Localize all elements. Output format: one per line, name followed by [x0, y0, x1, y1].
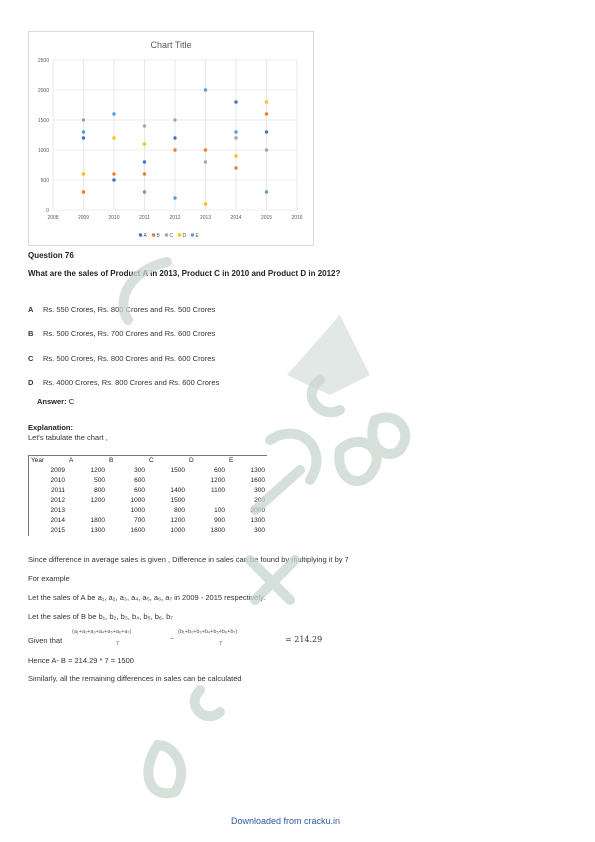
table-year-cell: 2012	[29, 496, 68, 506]
option-letter: C	[28, 354, 34, 363]
data-point-c	[265, 148, 268, 151]
table-cell	[67, 506, 107, 516]
x-tick-label: 2011	[139, 215, 150, 221]
table-cell: 1600	[130, 527, 145, 534]
option-d[interactable]	[28, 378, 219, 387]
table-row	[29, 496, 268, 506]
data-point-b	[82, 190, 85, 193]
table-cell: 300	[134, 467, 145, 474]
table-cell: 600	[214, 467, 225, 474]
option-text: Rs. 500 Crores, Rs. 700 Crores and Rs. 600 Crores	[43, 329, 216, 338]
data-point-b	[112, 172, 115, 175]
table-row	[29, 516, 268, 526]
option-b[interactable]	[28, 329, 215, 338]
legend-marker-a	[139, 233, 142, 236]
table-cell: 100	[214, 507, 225, 514]
table-cell: 700	[134, 517, 145, 524]
table-cell: 1600	[250, 477, 265, 484]
footer-link[interactable]: Downloaded from cracku.in	[231, 816, 341, 826]
x-tick-label: 2009	[77, 215, 90, 221]
table-year-cell: 2013	[29, 506, 68, 516]
data-point-b	[143, 172, 146, 175]
x-tick-label: 2013	[199, 215, 212, 221]
table-cell: 900	[214, 517, 225, 524]
table-year-cell: 2011	[29, 486, 68, 496]
explanation-line-2: For example	[28, 574, 70, 583]
explanation-title: Explanation:	[28, 423, 74, 432]
x-tick-label: 2016	[291, 215, 303, 221]
data-point-e	[265, 190, 268, 193]
option-c[interactable]	[28, 354, 215, 363]
table-header-cell: C	[147, 456, 187, 467]
question-number: Question 76	[28, 251, 74, 260]
fraction-a-numerator: (a₁+a₂+a₃+a₄+a₅+a₆+a₇)	[72, 629, 132, 635]
table-row	[29, 526, 268, 536]
data-point-e	[143, 190, 146, 193]
data-point-b	[204, 148, 207, 151]
table-cell: 300	[254, 527, 265, 534]
fraction-b-numerator: (b₁+b₂+b₃+b₄+b₅+b₆+b₇)	[178, 629, 238, 635]
minus-sign: −	[170, 636, 175, 643]
x-tick-label: 2015	[260, 215, 273, 221]
data-point-b	[234, 166, 237, 169]
legend-marker-c	[165, 233, 168, 236]
option-letter: A	[28, 305, 34, 314]
table-cell: 300	[254, 487, 265, 494]
answer-value: C	[68, 397, 75, 406]
legend-label: C	[169, 233, 174, 239]
table-cell: 2000	[250, 507, 265, 514]
data-point-d	[265, 100, 268, 103]
y-tick-label: 1000	[37, 148, 49, 154]
table-header-cell: E	[227, 456, 267, 467]
table-cell: 600	[134, 477, 145, 484]
x-tick-label: 2008	[47, 215, 59, 221]
x-tick-label: 2012	[169, 215, 181, 221]
table-row	[29, 466, 268, 476]
data-point-c	[234, 136, 237, 139]
data-point-c	[173, 118, 176, 121]
data-point-c	[204, 160, 207, 163]
x-tick-label: 2010	[108, 215, 120, 221]
data-point-d	[204, 202, 207, 205]
table-cell	[147, 476, 187, 486]
table-cell: 1500	[170, 497, 185, 504]
table-cell: 500	[94, 477, 105, 484]
table-year-cell: 2015	[29, 526, 68, 536]
data-point-e	[82, 130, 85, 133]
x-tick-label: 2014	[230, 215, 242, 221]
option-text: Rs. 550 Crores, Rs. 800 Crores and Rs. 500 Crores	[43, 305, 216, 314]
data-point-e	[204, 88, 207, 91]
table-cell: 1200	[210, 477, 225, 484]
table-header-cell: Year	[29, 456, 68, 467]
data-point-e	[112, 112, 115, 115]
table-cell: 1000	[130, 497, 145, 504]
data-point-a	[112, 178, 115, 181]
table-cell: 1200	[90, 467, 105, 474]
table-cell: 1200	[170, 517, 185, 524]
table-cell: 1500	[170, 467, 185, 474]
data-point-a	[234, 100, 237, 103]
data-point-d	[112, 136, 115, 139]
answer-label: Answer:	[37, 397, 67, 406]
data-point-d	[143, 142, 146, 145]
y-tick-label: 500	[40, 178, 49, 184]
legend-marker-d	[178, 233, 181, 236]
data-point-e	[234, 130, 237, 133]
legend-label: E	[195, 233, 199, 239]
data-point-c	[143, 124, 146, 127]
table-row	[29, 486, 268, 496]
data-point-b	[265, 112, 268, 115]
option-text: Rs. 4000 Crores, Rs. 800 Crores and Rs. 600 Crores	[43, 378, 220, 387]
scatter-chart	[28, 31, 314, 246]
table-year-cell: 2010	[29, 476, 68, 486]
table-header-cell: D	[187, 456, 227, 467]
table-header-row	[29, 456, 268, 467]
legend-label: B	[156, 233, 160, 239]
explanation-line-7: Similarly, all the remaining differences in sales can be calculated	[28, 674, 242, 683]
legend-label: D	[182, 233, 187, 239]
equation-result: = 214.29	[285, 635, 323, 644]
legend-label: A	[143, 233, 147, 239]
table-year-cell: 2014	[29, 516, 68, 526]
data-point-d	[234, 154, 237, 157]
table-row	[29, 506, 268, 516]
data-point-b	[173, 148, 176, 151]
table-header-cell: B	[107, 456, 147, 467]
data-point-e	[173, 196, 176, 199]
explanation-line-3: Let the sales of A be a₁, a₂, a₃, a₄, a₅, a₆, a₇ in 2009 - 2015 respectively.	[28, 593, 266, 602]
explanation-line-4: Let the sales of B be b₁, b₂, b₃, b₄, b₅, b₆, b₇	[28, 612, 173, 621]
data-point-a	[82, 136, 85, 139]
table-cell: 1300	[90, 527, 105, 534]
table-cell: 1000	[170, 527, 185, 534]
option-letter: D	[28, 378, 34, 387]
fraction-a-denominator: 7	[116, 641, 120, 647]
explanation-intro: Let's tabulate the chart ,	[28, 433, 108, 442]
table-cell: 200	[254, 497, 265, 504]
table-year-cell: 2009	[29, 466, 68, 476]
table-cell: 1300	[250, 467, 265, 474]
chart-canvas	[29, 32, 313, 245]
data-point-d	[82, 172, 85, 175]
legend-marker-e	[191, 233, 194, 236]
table-cell: 1100	[211, 487, 225, 494]
table-header-cell: A	[67, 456, 107, 467]
option-letter: B	[28, 329, 34, 338]
table-row	[29, 476, 268, 486]
data-point-a	[265, 130, 268, 133]
explanation-line-6: Hence A- B = 214.29 * 7 = 1500	[28, 656, 134, 665]
legend-marker-b	[152, 233, 155, 236]
question-text: What are the sales of Product A in 2013, Product C in 2010 and Product D in 2012?	[28, 269, 341, 278]
table-cell: 800	[94, 487, 105, 494]
answer	[37, 397, 74, 406]
y-tick-label: 1500	[37, 118, 49, 124]
y-tick-label: 2000	[37, 88, 49, 94]
table-cell: 1200	[90, 497, 105, 504]
explanation-line-1: Since difference in average sales is given , Difference in sales can be found by multiplying it by 7	[28, 555, 349, 564]
given-label: Given that	[28, 636, 63, 645]
option-text: Rs. 500 Crores, Rs. 800 Crores and Rs. 600 Crores	[43, 354, 216, 363]
table-cell: 1800	[210, 527, 225, 534]
sales-table	[28, 455, 267, 536]
option-a[interactable]	[28, 305, 215, 314]
table-cell: 600	[134, 487, 145, 494]
data-point-c	[82, 118, 85, 121]
table-cell: 1400	[170, 487, 185, 494]
chart-title: Chart Title	[150, 40, 192, 50]
fraction-b-denominator: 7	[219, 641, 223, 647]
data-point-a	[173, 136, 176, 139]
y-tick-label: 0	[46, 208, 49, 214]
table-cell: 1800	[90, 517, 105, 524]
table-cell: 800	[174, 507, 185, 514]
y-tick-label: 2500	[37, 58, 49, 64]
table-cell: 1000	[130, 507, 145, 514]
table-cell: 1300	[250, 517, 265, 524]
data-point-a	[143, 160, 146, 163]
table-cell	[187, 496, 227, 506]
